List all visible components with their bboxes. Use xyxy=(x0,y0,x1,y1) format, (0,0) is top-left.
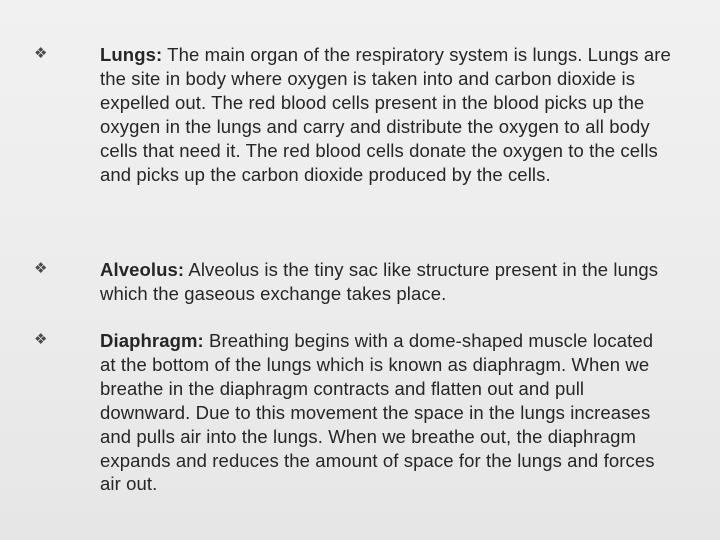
bullet-item-alveolus xyxy=(34,258,674,306)
bullet-text xyxy=(100,258,674,306)
bullet-icon: ❖ xyxy=(34,259,48,277)
bullet-item-lungs xyxy=(34,43,674,186)
bullet-description: Alveolus is the tiny sac like structure present in the lungs which the gaseous exchange takes place. xyxy=(100,259,659,304)
bullet-description: The main organ of the respiratory system is lungs. Lungs are the site in body where oxygen is taken into and carbon dioxide is expelled out. The red blood cells present in the blood picks up the oxygen in the lungs and carry and distribute the oxygen to all body cells that need it. The red blood cells donate the oxygen to the cells and picks up the carbon dioxide produced by the cells. xyxy=(100,44,671,185)
bullet-item-diaphragm xyxy=(34,329,674,496)
bullet-icon: ❖ xyxy=(34,44,48,62)
bullet-text xyxy=(100,43,674,186)
bullet-description: Breathing begins with a dome-shaped muscle located at the bottom of the lungs which is known as diaphragm. When we breathe in the diaphragm contracts and flatten out and pull downward. Due to this movement the space in the lungs increases and pulls air into the lungs. When we breathe out, the diaphragm expands and reduces the amount of space for the lungs and forces air out. xyxy=(100,330,655,495)
bullet-text xyxy=(100,329,674,496)
bullet-term: Diaphragm: xyxy=(100,330,204,351)
bullet-icon: ❖ xyxy=(34,330,48,348)
bullet-term: Lungs: xyxy=(100,44,163,65)
bullet-term: Alveolus: xyxy=(100,259,185,280)
